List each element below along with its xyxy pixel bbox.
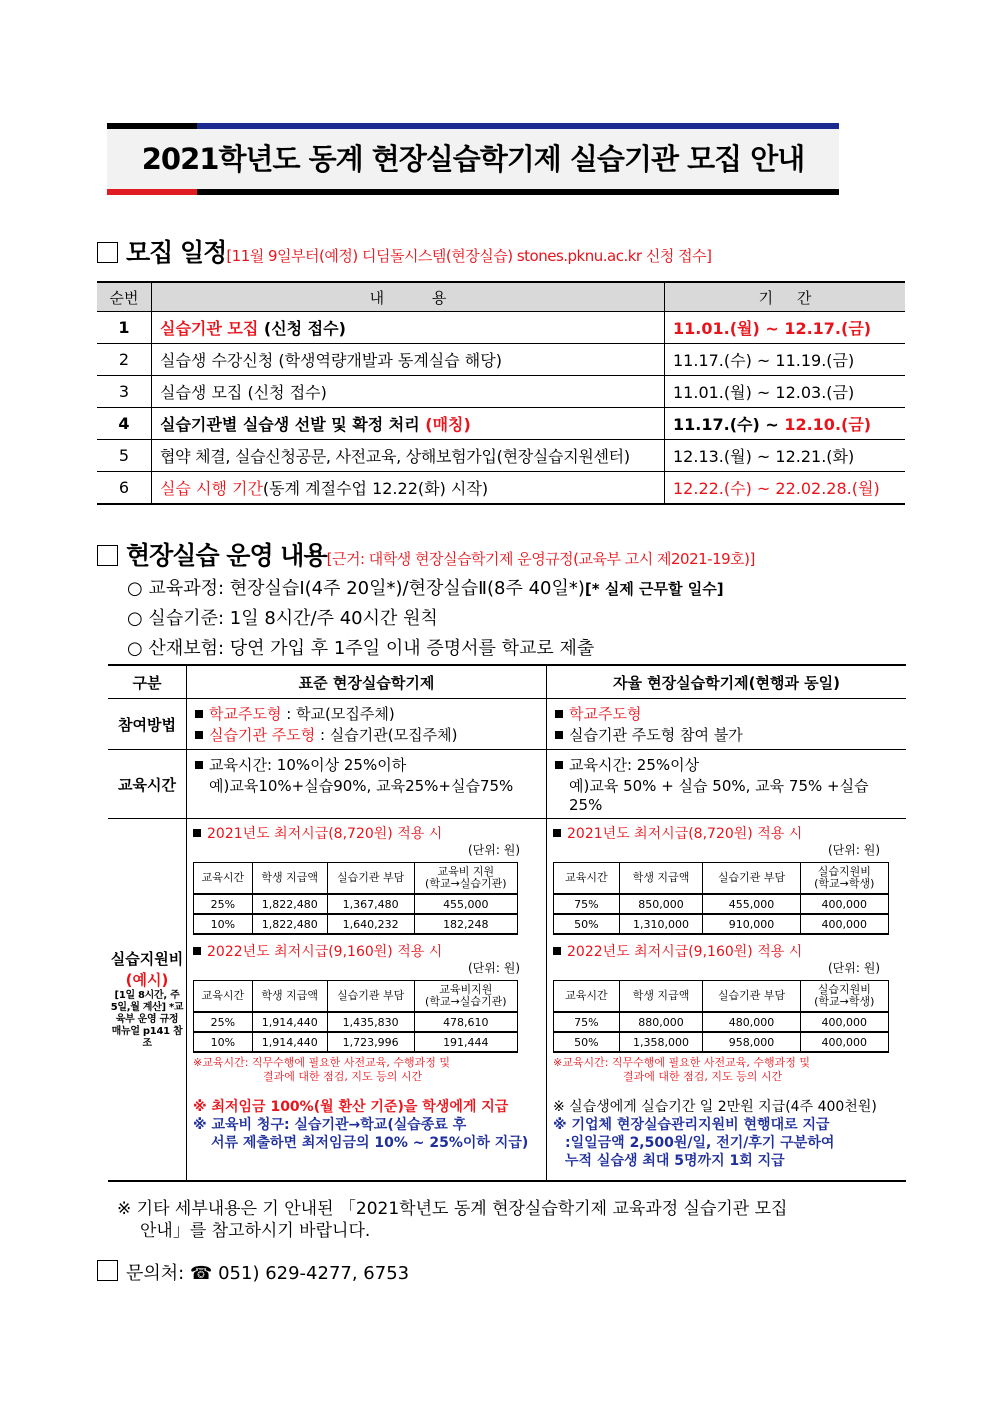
row-label: 교육시간: [108, 750, 187, 819]
edu-time-standard: [187, 750, 547, 819]
unit-label: (단위: 원): [828, 843, 880, 857]
row-period: 12.22.(수) ~ 22.02.28.(월): [665, 472, 906, 505]
table-title: 2022년도 최저시급(9,160원) 적용 시: [207, 944, 443, 960]
col-header-free: 자율 현장실습학기제(현행과 동일): [547, 665, 907, 699]
row-content-text: (동계 계절수업 12.22(화) 시작): [262, 479, 489, 498]
table-row: [97, 408, 905, 440]
support-free: [547, 819, 907, 1181]
inner-col-header-line: (학교→실습기관): [425, 877, 507, 890]
support-row: [108, 819, 906, 1181]
cell: 478,610: [414, 1012, 517, 1032]
col-header-no: 순번: [97, 282, 152, 312]
checkbox-icon: [97, 545, 118, 566]
inner-col-header: 학생 지급액: [252, 863, 327, 895]
small-note: ※교육시간: 직무수행에 필요한 사전교육, 수행과정 및: [553, 1056, 811, 1069]
row-label: 실습지원비: [110, 950, 184, 969]
participation-free: [547, 699, 907, 750]
table-row: [97, 376, 905, 408]
small-note: 결과에 대한 점검, 지도 등의 시간: [263, 1070, 423, 1083]
cell: 958,000: [703, 1032, 800, 1052]
inner-col-header: 교육시간: [194, 981, 253, 1013]
contact-text: 문의처: ☎ 051) 629-4277, 6753: [126, 1263, 410, 1284]
section2-heading: 현장실습 운영 내용: [126, 541, 327, 570]
method-text: 실습기관 주도형 참여 불가: [569, 726, 743, 744]
std-note: ※ 교육비 청구: 실습기관→학교(실습종료 후: [193, 1117, 467, 1133]
row-content-text: 실습기관별 실습생 선발 및 확정 처리: [160, 415, 426, 434]
table-row: [97, 312, 905, 344]
row-label: 참여방법: [108, 699, 187, 750]
inner-col-header: 학생 지급액: [252, 981, 327, 1013]
inner-col-header-line: 실습지원비: [817, 983, 871, 996]
cell: 880,000: [619, 1012, 703, 1032]
cell: 480,000: [703, 1012, 800, 1032]
free-note: ※ 기업체 현장실습관리지원비 현행대로 지급: [553, 1117, 830, 1133]
row-period: 12.13.(월) ~ 12.21.(화): [665, 440, 906, 472]
cell: 1,914,440: [252, 1012, 327, 1032]
edu-time-free: [547, 750, 907, 819]
cell: 1,822,480: [252, 914, 327, 934]
section1-heading: 모집 일정: [126, 238, 227, 267]
cell: 50%: [554, 1032, 620, 1052]
row-content: 실습생 모집 (신청 접수): [152, 376, 665, 408]
table-row: [97, 472, 905, 505]
std-note: ※ 최저임금 100%(월 환산 기준)을 학생에게 지급: [193, 1099, 509, 1115]
col-header-content: 내 용: [152, 282, 665, 312]
schedule-table: [97, 281, 905, 505]
cell: 25%: [194, 894, 253, 914]
table-title: 2021년도 최저시급(8,720원) 적용 시: [207, 826, 443, 842]
std-note: 서류 제출하면 최저임금의 10% ~ 25%이하 지급): [211, 1135, 529, 1151]
row-content: [152, 312, 665, 344]
bullet-subtext: [* 실제 근무할 일수]: [584, 580, 724, 598]
free-note: ※ 실습생에게 실습기간 일 2만원 지급(4주 400천원): [553, 1099, 877, 1115]
support-table-std-2022: [193, 980, 518, 1053]
edu-time-example: 예)교육 50% + 실습 50%, 교육 75% +실습 25%: [569, 777, 869, 814]
cell: 1,367,480: [327, 894, 414, 914]
row-period-end: 12.10.(금): [784, 415, 872, 434]
row-number: 6: [97, 472, 152, 505]
cell: 400,000: [800, 1032, 888, 1052]
col-header-standard: 표준 현장실습학기제: [187, 665, 547, 699]
schedule-header-row: [97, 282, 905, 312]
row-period: 11.01.(월) ~ 12.03.(금): [665, 376, 906, 408]
cell: 10%: [194, 914, 253, 934]
col-header-period: 기 간: [665, 282, 906, 312]
inner-col-header: 실습기관 부담: [327, 981, 414, 1013]
contact-row: [97, 1259, 409, 1285]
row-content: [152, 472, 665, 505]
bullet-curriculum: [127, 574, 724, 600]
inner-col-header-line: 교육비 지원: [437, 865, 495, 878]
operation-header-row: [108, 665, 906, 699]
row-content-highlight: 실습 시행 기간: [160, 479, 263, 498]
operation-table: [108, 664, 906, 1182]
cell: 400,000: [800, 894, 888, 914]
footer-note-cont: 안내」를 참고하시기 바랍니다.: [140, 1221, 371, 1241]
row-content-highlight: (매칭): [425, 415, 471, 434]
table-title: 2022년도 최저시급(9,160원) 적용 시: [567, 944, 803, 960]
method-highlight: 실습기관 주도형: [209, 726, 316, 744]
checkbox-icon: [97, 242, 118, 263]
cell: 1,435,830: [327, 1012, 414, 1032]
inner-col-header: 실습기관 부담: [703, 981, 800, 1013]
unit-label: (단위: 원): [828, 961, 880, 975]
unit-label: (단위: 원): [468, 961, 520, 975]
row-content-text: (신청 접수): [258, 319, 346, 338]
support-table-std-2021: [193, 862, 518, 935]
bullet-standard: ○ 실습기준: 1일 8시간/주 40시간 원칙: [127, 608, 438, 629]
title-bottom-bar-red: [107, 189, 197, 195]
cell: 75%: [554, 894, 620, 914]
support-standard: [187, 819, 547, 1181]
method-highlight: 학교주도형: [569, 705, 642, 723]
table-row: [97, 344, 905, 376]
free-note: 누적 실습생 최대 5명까지 1회 지급: [565, 1153, 785, 1169]
col-header-category: 구분: [108, 665, 187, 699]
edu-time-text: 교육시간: 10%이상 25%이하: [209, 756, 407, 774]
participation-standard: [187, 699, 547, 750]
method-highlight: 학교주도형: [209, 705, 282, 723]
row-content: 협약 체결, 실습신청공문, 사전교육, 상해보험가입(현장실습지원센터): [152, 440, 665, 472]
row-number: 5: [97, 440, 152, 472]
unit-label: (단위: 원): [468, 843, 520, 857]
inner-col-header: [414, 863, 517, 895]
bullet-insurance: ○ 산재보험: 당연 가입 후 1주일 이내 증명서를 학교로 제출: [127, 638, 595, 659]
edu-time-example: 예)교육10%+실습90%, 교육25%+실습75%: [209, 777, 514, 795]
row-period: [665, 408, 906, 440]
row-number: 4: [97, 408, 152, 440]
footer-note: ※ 기타 세부내용은 기 안내된 「2021학년도 동계 현장실습학기제 교육과정 실습기관 모집: [117, 1199, 788, 1219]
small-note: ※교육시간: 직무수행에 필요한 사전교육, 수행과정 및: [193, 1056, 451, 1069]
section2-note: [근거: 대학생 현장실습학기제 운영규정(교육부 고시 제2021-19호)]: [326, 550, 755, 568]
row-content: [152, 408, 665, 440]
cell: 1,310,000: [619, 914, 703, 934]
section1-note: [11월 9일부터(예정) 디딤돌시스템(현장실습) stones.pknu.ac.kr 신청 접수]: [226, 247, 712, 265]
checkbox-icon: [97, 1260, 118, 1281]
row-number: 2: [97, 344, 152, 376]
inner-col-header: [800, 981, 888, 1013]
table-title: 2021년도 최저시급(8,720원) 적용 시: [567, 826, 803, 842]
inner-col-header-line: (학교→학생): [814, 877, 875, 890]
table-row: [97, 440, 905, 472]
cell: 455,000: [414, 894, 517, 914]
inner-col-header: 교육시간: [554, 981, 620, 1013]
cell: 910,000: [703, 914, 800, 934]
cell: 455,000: [703, 894, 800, 914]
row-period: 11.17.(수) ~ 11.19.(금): [665, 344, 906, 376]
method-text: : 실습기관(모집주체): [315, 726, 458, 744]
method-text: : 학교(모집주체): [281, 705, 395, 723]
row-period-start: 11.17.(수) ~: [673, 415, 785, 434]
cell: 850,000: [619, 894, 703, 914]
section2-heading-row: [97, 536, 937, 572]
support-table-free-2022: [553, 980, 889, 1053]
inner-col-header: 교육시간: [554, 863, 620, 895]
cell: 182,248: [414, 914, 517, 934]
inner-col-header: 학생 지급액: [619, 981, 703, 1013]
cell: 25%: [194, 1012, 253, 1032]
inner-col-header: 학생 지급액: [619, 863, 703, 895]
inner-col-header-line: (학교→학생): [814, 995, 875, 1008]
row-number: 3: [97, 376, 152, 408]
cell: 1,723,996: [327, 1032, 414, 1052]
row-period: 11.01.(월) ~ 12.17.(금): [665, 312, 906, 344]
cell: 1,914,440: [252, 1032, 327, 1052]
inner-col-header: 실습기관 부담: [327, 863, 414, 895]
row-number: 1: [97, 312, 152, 344]
cell: 400,000: [800, 1012, 888, 1032]
inner-col-header: 교육시간: [194, 863, 253, 895]
support-label-cell: [108, 819, 187, 1181]
row-content: 실습생 수강신청 (학생역량개발과 동계실습 해당): [152, 344, 665, 376]
cell: 50%: [554, 914, 620, 934]
inner-col-header-line: (학교→실습기관): [425, 995, 507, 1008]
inner-col-header-line: 교육비지원: [439, 983, 493, 996]
row-content-highlight: 실습기관 모집: [160, 319, 259, 338]
cell: 10%: [194, 1032, 253, 1052]
edu-time-text: 교육시간: 25%이상: [569, 756, 700, 774]
inner-col-header: [414, 981, 517, 1013]
cell: 1,640,232: [327, 914, 414, 934]
cell: 1,822,480: [252, 894, 327, 914]
page-title: 2021학년도 동계 현장실습학기제 실습기관 모집 안내: [141, 142, 805, 176]
row-label-note: [1일 8시간, 주 5일,월 계산] *교육부 운영 규정 매뉴얼 p141 참조: [110, 990, 184, 1050]
participation-row: [108, 699, 906, 750]
cell: 1,358,000: [619, 1032, 703, 1052]
inner-col-header-line: 실습지원비: [817, 865, 871, 878]
title-bottom-bar-black: [197, 189, 839, 195]
section1-heading-row: [97, 233, 917, 269]
row-label-example: (예시): [125, 971, 169, 990]
free-note: :일일금액 2,500원/일, 전기/후기 구분하여: [565, 1135, 835, 1151]
inner-col-header: [800, 863, 888, 895]
small-note: 결과에 대한 점검, 지도 등의 시간: [623, 1070, 783, 1083]
support-table-free-2021: [553, 862, 889, 935]
inner-col-header: 실습기관 부담: [703, 863, 800, 895]
edu-time-row: [108, 750, 906, 819]
cell: 191,444: [414, 1032, 517, 1052]
bullet-text: ○ 교육과정: 현장실습Ⅰ(4주 20일*)/현장실습Ⅱ(8주 40일*): [127, 578, 585, 599]
cell: 75%: [554, 1012, 620, 1032]
cell: 400,000: [800, 914, 888, 934]
